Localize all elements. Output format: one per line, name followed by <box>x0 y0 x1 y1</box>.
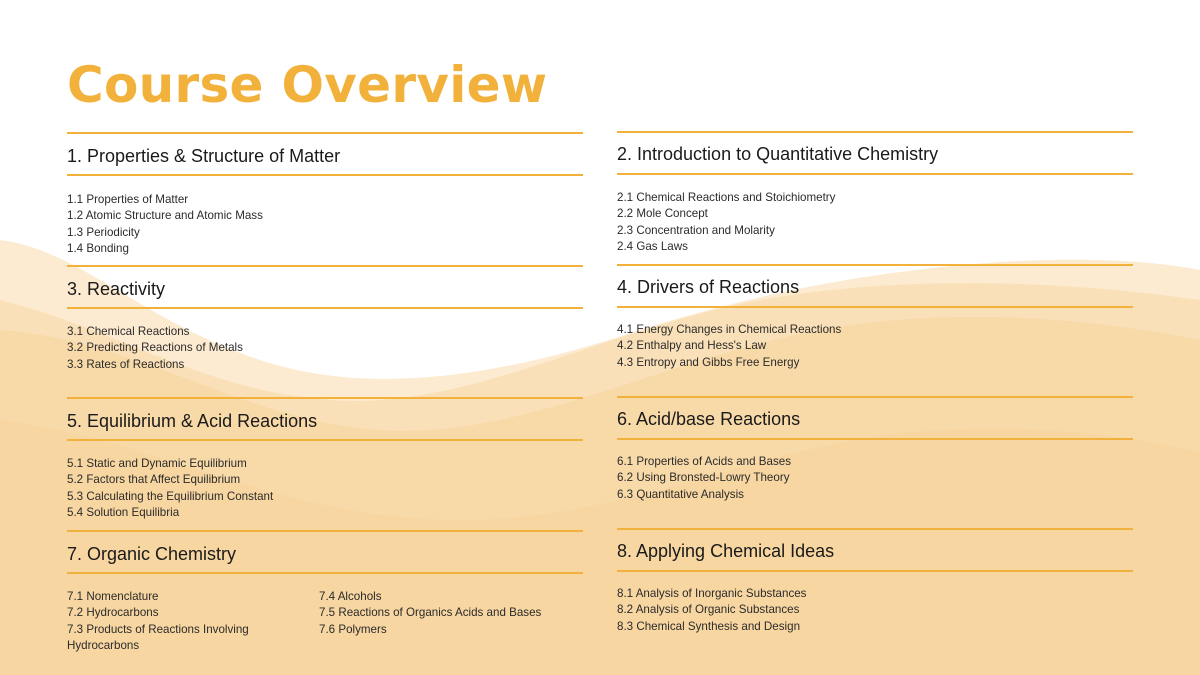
section-quantitative-chemistry <box>617 131 1133 261</box>
page-title: Course Overview <box>67 56 548 114</box>
topic-list <box>67 192 263 257</box>
topic-item: 6.1 Properties of Acids and Bases <box>617 455 792 468</box>
topic-item: 5.2 Factors that Affect Equilibrium <box>67 473 241 487</box>
section-drivers-of-reactions <box>617 264 1133 389</box>
topic-item: 4.2 Enthalpy and Hess's Law <box>617 339 767 353</box>
section-reactivity <box>67 265 583 390</box>
topic-item: 7.6 Polymers <box>319 622 387 636</box>
topic-item: 1.1 Properties of Matter <box>67 193 189 206</box>
topic-item: 7.5 Reactions of Organics Acids and Bases <box>319 606 542 620</box>
topic-item: 5.1 Static and Dynamic Equilibrium <box>67 457 247 470</box>
topic-list-left <box>67 589 282 654</box>
section-top-rule <box>617 396 1133 398</box>
section-bottom-rule <box>67 174 583 176</box>
topic-item: 7.2 Hydrocarbons <box>67 606 159 620</box>
topic-item: 1.3 Periodicity <box>67 225 140 239</box>
section-bottom-rule <box>617 306 1133 308</box>
topic-item: 7.3 Products of Reactions Involving Hydrocarbons <box>67 622 249 652</box>
topic-item: 2.2 Mole Concept <box>617 207 708 221</box>
topic-item: 5.4 Solution Equilibria <box>67 505 180 519</box>
section-acid-base <box>617 396 1133 526</box>
topic-list <box>617 322 841 371</box>
section-bottom-rule <box>617 173 1133 175</box>
topic-item: 5.3 Calculating the Equilibrium Constant <box>67 489 274 503</box>
section-top-rule <box>67 397 583 399</box>
topic-item: 7.1 Nomenclature <box>67 590 159 603</box>
topic-list <box>617 454 791 503</box>
section-top-rule <box>617 528 1133 530</box>
topic-item: 4.3 Entropy and Gibbs Free Energy <box>617 355 800 369</box>
section-top-rule <box>617 264 1133 266</box>
section-top-rule <box>67 132 583 134</box>
topic-list-right <box>319 589 541 638</box>
section-top-rule <box>617 131 1133 133</box>
topic-item: 2.4 Gas Laws <box>617 239 688 253</box>
section-heading: 3. Reactivity <box>67 279 166 299</box>
topic-item: 4.1 Energy Changes in Chemical Reactions <box>617 323 842 336</box>
section-heading: 4. Drivers of Reactions <box>617 277 800 297</box>
section-top-rule <box>67 530 583 532</box>
topic-item: 1.2 Atomic Structure and Atomic Mass <box>67 209 263 223</box>
section-applying-chemical-ideas <box>617 528 1133 648</box>
section-properties-structure <box>67 132 583 262</box>
section-top-rule <box>67 265 583 267</box>
topic-item: 3.1 Chemical Reactions <box>67 325 190 338</box>
topic-list <box>67 324 243 373</box>
topic-list <box>617 586 806 635</box>
topic-item: 2.3 Concentration and Molarity <box>617 223 775 237</box>
topic-item: 1.4 Bonding <box>67 241 129 255</box>
section-bottom-rule <box>617 438 1133 440</box>
topic-list <box>617 190 835 255</box>
topic-item: 3.3 Rates of Reactions <box>67 357 185 371</box>
topic-item: 2.1 Chemical Reactions and Stoichiometry <box>617 191 836 204</box>
section-heading: 1. Properties & Structure of Matter <box>67 146 341 166</box>
section-heading: 2. Introduction to Quantitative Chemistry <box>617 144 939 164</box>
section-bottom-rule <box>617 570 1133 572</box>
section-heading: 8. Applying Chemical Ideas <box>617 541 835 561</box>
topic-item: 8.2 Analysis of Organic Substances <box>617 603 800 617</box>
topic-item: 6.2 Using Bronsted-Lowry Theory <box>617 471 790 485</box>
topic-list <box>67 456 273 521</box>
section-bottom-rule <box>67 307 583 309</box>
topic-item: 7.4 Alcohols <box>319 590 382 603</box>
section-bottom-rule <box>67 439 583 441</box>
section-heading: 5. Equilibrium & Acid Reactions <box>67 411 318 431</box>
section-bottom-rule <box>67 572 583 574</box>
section-heading: 7. Organic Chemistry <box>67 544 237 564</box>
topic-item: 8.1 Analysis of Inorganic Substances <box>617 587 807 600</box>
section-equilibrium-acid <box>67 397 583 527</box>
topic-item: 8.3 Chemical Synthesis and Design <box>617 619 801 633</box>
topic-item: 6.3 Quantitative Analysis <box>617 487 744 501</box>
section-organic-chemistry <box>67 530 583 660</box>
section-heading: 6. Acid/base Reactions <box>617 409 801 429</box>
topic-item: 3.2 Predicting Reactions of Metals <box>67 341 243 355</box>
